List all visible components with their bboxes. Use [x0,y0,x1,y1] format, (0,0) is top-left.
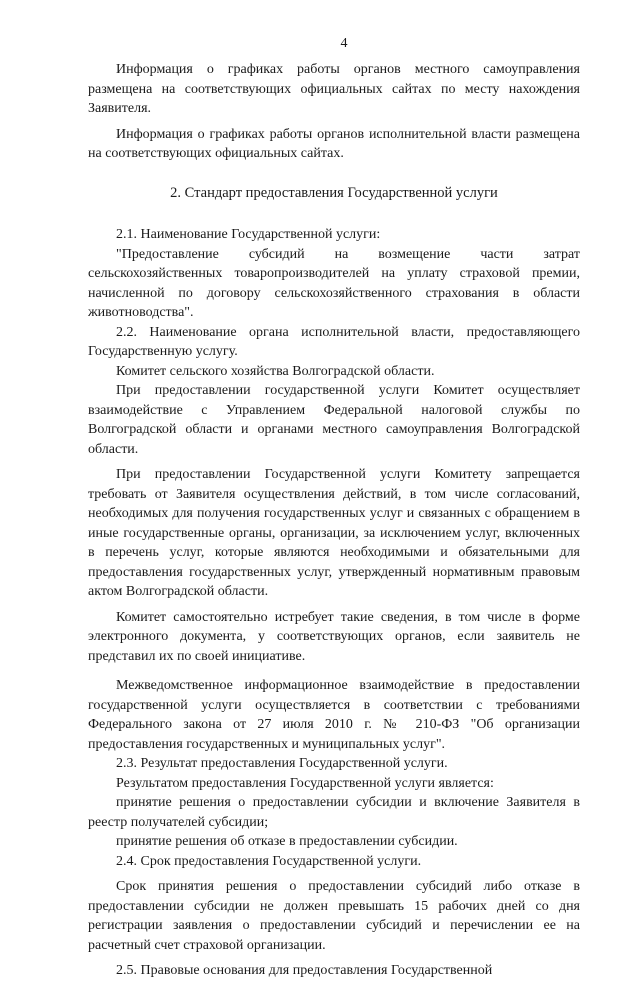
paragraph-2-4-heading: 2.4. Срок предоставления Государственной услуги. [116,853,422,869]
paragraph-requests: Комитет самостоятельно истребует такие сведения, в том числе в форме электронного документа, у соответствующих органов, если заявитель не представил их по своей инициативе. [88,609,580,664]
paragraph-2-3-heading: 2.3. Результат предоставления Государственной услуги. [116,756,448,771]
paragraph-2-1-heading: 2.1. Наименование Государственной услуги: [116,227,381,242]
paragraph-interagency: Межведомственное информационное взаимодействие в предоставлении государственной услуги осуществляется в соответствии с требованиями Федерального закона от 27 июля 2010 г. № 210-ФЗ "Об организации предоставления государственных и муниципальных услуг". [88,678,580,752]
paragraph-interaction: При предоставлении государственной услуги Комитет осуществляет взаимодействие с Управлением Федеральной налоговой службы по Волгоградской области и органами местного самоуправления Волгоградской области. [88,383,580,457]
paragraph-result-refusal: принятие решения об отказе в предоставлении субсидии. [116,834,458,849]
paragraph-result-grant: принятие решения о предоставлении субсидии и включение Заявителя в реестр получателей субсидии; [88,795,580,830]
paragraph-prohibition: При предоставлении Государственной услуги Комитету запрещается требовать от Заявителя осуществления действий, в том числе согласований, необходимых для получения государственных услуг и связанных с обращением в иные государственные органы, организации, за исключением услуг, включенных в перечень услуг, которые являются необходимыми и обязательными для предоставления государственных услуг, утвержденный нормативным правовым актом Волгоградской области. [88,467,580,599]
paragraph-term: Срок принятия решения о предоставлении субсидий либо отказе в предоставлении субсидии не должен превышать 15 рабочих дней со дня регистрации заявления о предоставлении субсидий и перечислении ее на расчетный счет страховой организации. [88,879,580,953]
paragraph-2-5-heading: 2.5. Правовые основания для предоставления Государственной [116,963,493,978]
intro-paragraph-2: Информация о графиках работы органов исполнительной власти размещена на соответствующих официальных сайтах. [88,126,580,161]
intro-paragraph-1: Информация о графиках работы органов местного самоуправления размещена на соответствующих официальных сайтах по месту нахождения Заявителя. [88,62,580,116]
paragraph-service-name: "Предоставление субсидий на возмещение части затрат сельскохозяйственных товаропроизводителей на уплату страховой премии, начисленной по договору сельскохозяйственного страхования в области животноводства". [88,246,580,320]
paragraph-result: Результатом предоставления Государственной услуги является: [116,775,494,791]
section-title: 2. Стандарт предоставления Государственной услуги [170,184,498,201]
page-number: 4 [340,36,348,51]
paragraph-committee: Комитет сельского хозяйства Волгоградской области. [116,363,435,379]
paragraph-2-2-heading: 2.2. Наименование органа исполнительной власти, предоставляющего Государственную услугу. [88,324,580,359]
